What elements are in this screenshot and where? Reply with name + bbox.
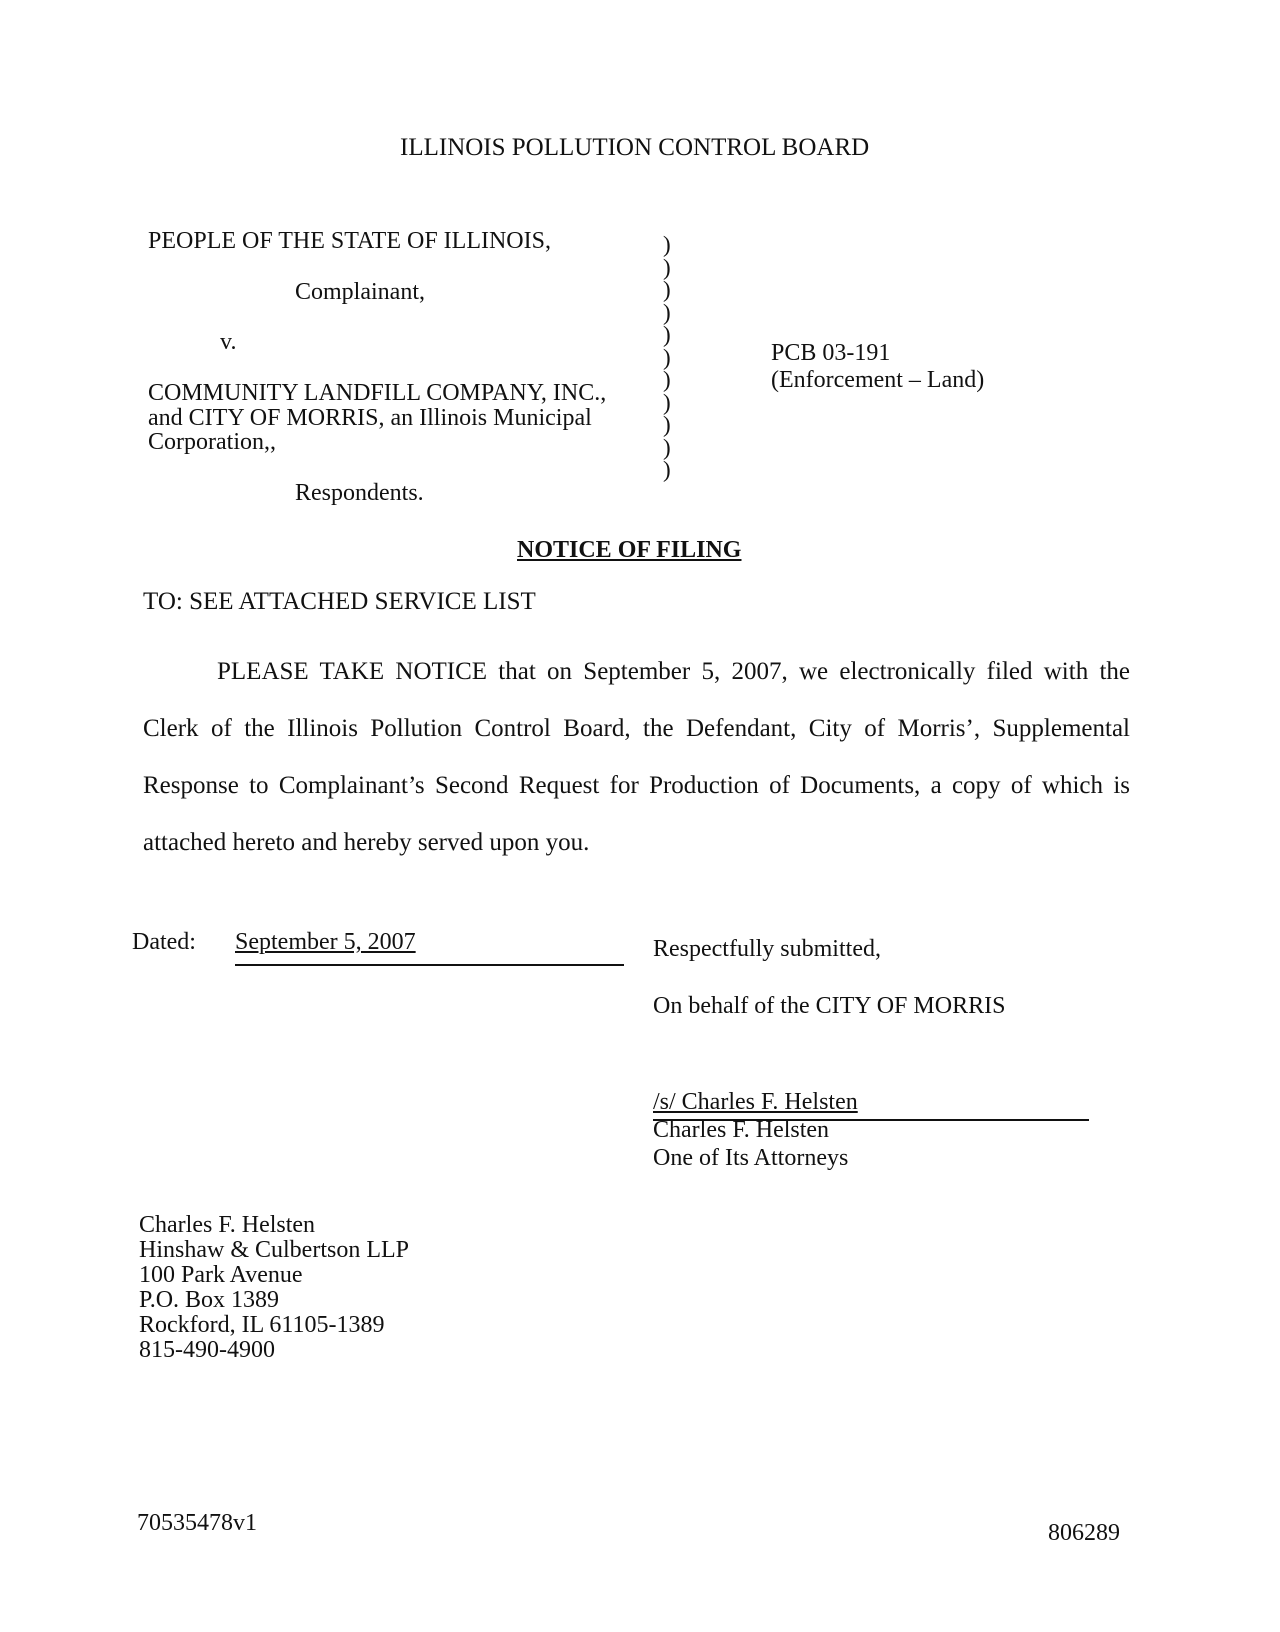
service-list-line: TO: SEE ATTACHED SERVICE LIST [143,588,536,615]
electronic-signature: /s/ Charles F. Helsten [653,1089,858,1115]
notice-title: NOTICE OF FILING [517,537,742,563]
respectfully-submitted: Respectfully submitted, [653,936,881,962]
address-line: 815-490-4900 [139,1337,275,1363]
caption-paren: ) [663,232,671,257]
page-id: 806289 [1048,1520,1120,1546]
caption-paren: ) [663,277,671,302]
caption-parentheses [663,234,671,482]
on-behalf-of: On behalf of the CITY OF MORRIS [653,993,1006,1019]
case-info [771,340,984,394]
caption-paren: ) [663,389,671,415]
notice-body [143,643,1130,871]
signer-name: Charles F. Helsten [653,1117,830,1143]
address-line: 100 Park Avenue [139,1262,303,1288]
address-line: Rockford, IL 61105-1389 [139,1312,385,1338]
address-line: Charles F. Helsten [139,1212,316,1238]
case-type: (Enforcement – Land) [771,367,985,393]
dated-label: Dated: [132,929,196,955]
dated-value: September 5, 2007 [235,929,416,955]
caption-paren: ) [663,367,671,392]
defendant-line-1: COMMUNITY LANDFILL COMPANY, INC., [148,380,607,406]
defendant-line-3: Corporation,, [148,429,276,455]
defendant-line-2: and CITY OF MORRIS, an Illinois Municipal [148,405,592,431]
address-line: P.O. Box 1389 [139,1287,280,1313]
attorney-address-block [139,1213,409,1363]
caption-paren: ) [663,322,671,347]
case-number: PCB 03-191 [771,340,891,366]
signer-role: One of Its Attorneys [653,1145,849,1171]
caption-paren: ) [663,254,671,280]
notice-paragraph: PLEASE TAKE NOTICE that on September 5, 2007, we electronically filed with the Clerk of the Illinois Pollution Control Board, the Defendant, City of Morris’, Supplemental Response to Complainant’s Second Request for Production of Documents, a copy of which is attached hereto and hereby served upon you. [143,658,1130,856]
caption-paren: ) [663,434,671,460]
plaintiff-role: Complainant, [295,279,425,305]
plaintiff-name: PEOPLE OF THE STATE OF ILLINOIS, [148,228,551,254]
dated-line [235,929,624,966]
address-line: Hinshaw & Culbertson LLP [139,1237,409,1263]
caption-paren: ) [663,299,671,325]
caption-paren: ) [663,412,671,437]
board-title: ILLINOIS POLLUTION CONTROL BOARD [400,134,870,161]
caption-paren: ) [663,457,671,482]
versus-label: v. [220,329,237,355]
document-id: 70535478v1 [137,1510,257,1536]
defendant-role: Respondents. [295,480,424,506]
caption-paren: ) [663,344,671,370]
